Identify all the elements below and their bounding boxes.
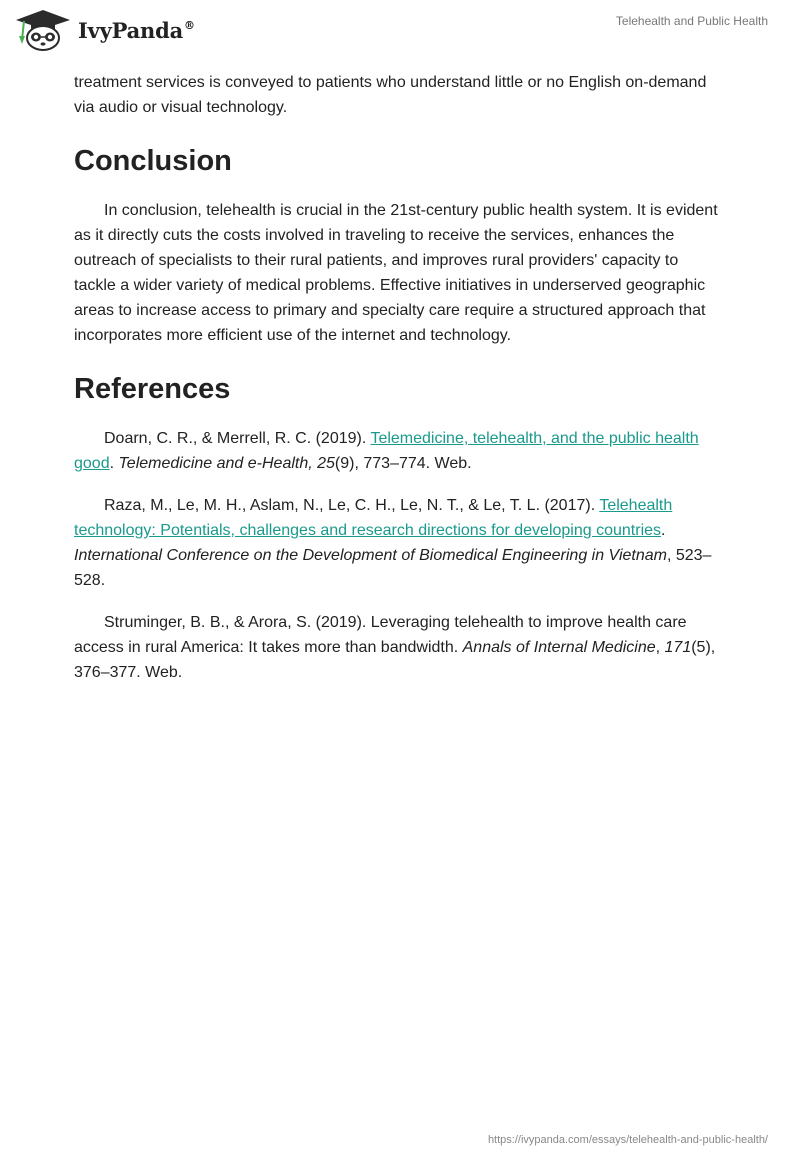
journal-title: Telemedicine and e-Health, 25	[118, 455, 335, 472]
panda-logo-icon	[14, 8, 72, 52]
ivypanda-logo[interactable]	[14, 8, 195, 52]
journal-title: International Conference on the Development of Biomedical Engineering in Vietnam	[74, 547, 667, 564]
page-header	[0, 0, 800, 64]
reference-link[interactable]: Telemedicine, telehealth, and the public health good	[74, 430, 699, 472]
journal-title: Annals of Internal Medicine	[462, 639, 656, 656]
conclusion-paragraph: In conclusion, telehealth is crucial in the 21st-century public health system. It is evident as it directly cuts the costs involved in traveling to receive the services, enhances the outreach of specialists to their rural patients, and improves rural providers' capacity to tackle a wider variety of medical problems. Effective initiatives in underserved geographic areas to increase access to primary and specialty care require a structured approach that incorporates more efficient use of the internet and technology.	[74, 202, 718, 344]
reference-item: Doarn, C. R., & Merrell, R. C. (2019). Telemedicine, telehealth, and the public health good. Telemedicine and e-Health, 25(9), 773–774. Web.	[74, 430, 699, 472]
document-title: Telehealth and Public Health	[615, 14, 768, 28]
reference-item: Struminger, B. B., & Arora, S. (2019). Leveraging telehealth to improve health care access in rural America: It takes more than bandwidth. Annals of Internal Medicine, 171(5), 376–377. Web.	[74, 614, 716, 681]
footer-url[interactable]: https://ivypanda.com/essays/telehealth-and-public-health/	[487, 1134, 768, 1146]
conclusion-heading: Conclusion	[74, 145, 232, 177]
reference-item: Raza, M., Le, M. H., Aslam, N., Le, C. H., Le, N. T., & Le, T. L. (2017). Telehealth technology: Potentials, challenges and research directions for developing countries. International Conference on the Development of Biomedical Engineering in Vietnam, 523–528.	[74, 497, 712, 589]
continued-paragraph: treatment services is conveyed to patients who understand little or no English on-demand via audio or visual technology.	[74, 74, 707, 116]
journal-volume: 171	[664, 639, 692, 656]
references-heading: References	[74, 373, 231, 405]
brand-name: IvyPanda®	[78, 17, 195, 43]
reference-link[interactable]: Telehealth technology: Potentials, challenges and research directions for developing countries	[74, 497, 673, 539]
essay-content	[74, 70, 724, 685]
